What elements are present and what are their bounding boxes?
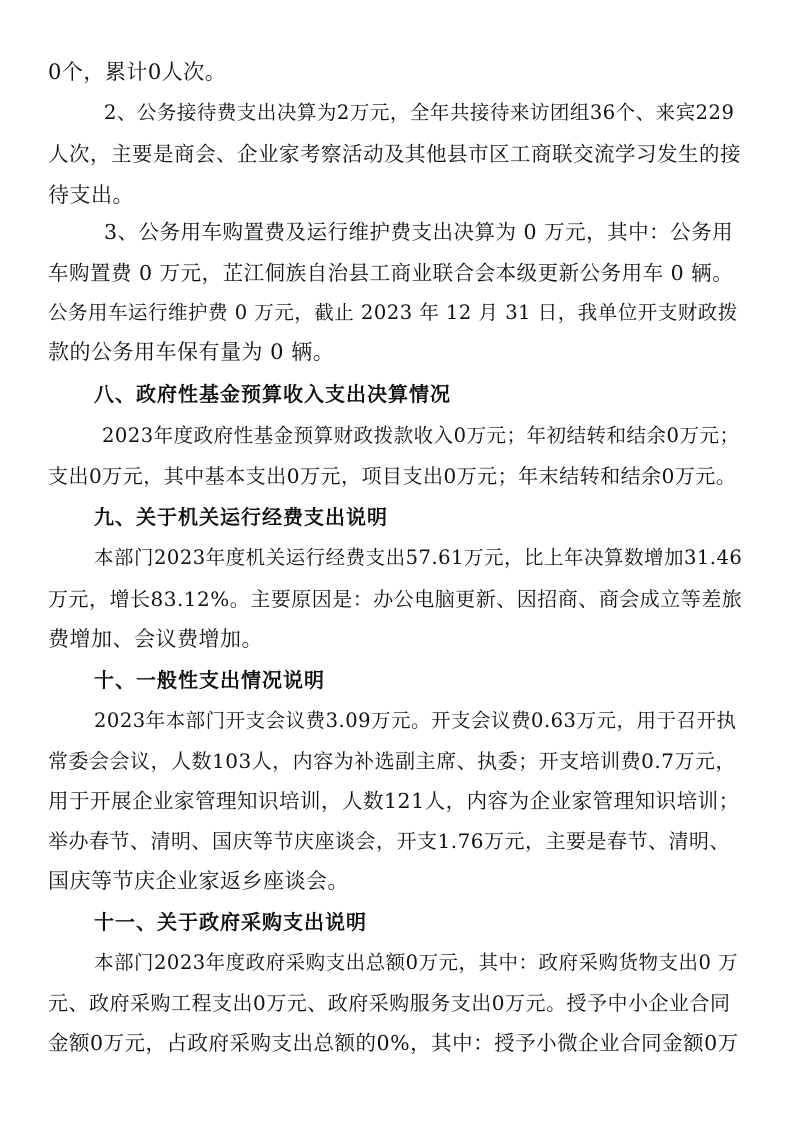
paragraph-line: 国庆等节庆企业家返乡座谈会。 xyxy=(48,869,349,893)
paragraph-line: 3、公务用车购置费及运行维护费支出决算为 0 万元，其中：公务用 xyxy=(104,220,734,244)
paragraph-line: 常委会会议，人数103人，内容为补选副主席、执委；开支培训费0.7万元， xyxy=(48,749,736,773)
paragraph-line: 车购置费 0 万元，芷江侗族自治县工商业联合会本级更新公务用车 0 辆。 xyxy=(48,261,734,285)
paragraph-line: 万元，增长83.12%。主要原因是：办公电脑更新、因招商、商会成立等差旅 xyxy=(48,587,743,611)
section-heading: 十、一般性支出情况说明 xyxy=(94,668,325,692)
paragraph-line: 公务用车运行维护费 0 万元，截止 2023 年 12 月 31 日，我单位开支财政拨 xyxy=(48,301,738,324)
section-heading: 十一、关于政府采购支出说明 xyxy=(94,910,367,934)
paragraph-line: 金额0万元，占政府采购支出总额的0%，其中：授予小微企业合同金额0万 xyxy=(48,1031,739,1055)
section-heading: 九、关于机关运行经费支出说明 xyxy=(94,505,388,529)
paragraph-line: 2023年度政府性基金预算财政拨款收入0万元；年初结转和结余0万元； xyxy=(102,424,740,447)
paragraph-line: 举办春节、清明、国庆等节庆座谈会，开支1.76万元，主要是春节、清明、 xyxy=(48,829,731,853)
paragraph-line: 2、公务接待费支出决算为2万元，全年共接待来访团组36个、来宾229 xyxy=(104,101,735,124)
paragraph-line: 款的公务用车保有量为 0 辆。 xyxy=(48,340,335,364)
paragraph-line: 费增加、会议费增加。 xyxy=(48,627,263,651)
paragraph-line: 用于开展企业家管理知识培训，人数121人，内容为企业家管理知识培训； xyxy=(48,789,740,813)
paragraph-line: 0个，累计0人次。 xyxy=(48,60,227,84)
paragraph-line: 人次，主要是商会、企业家考察活动及其他县市区工商联交流学习发生的接 xyxy=(48,142,741,166)
paragraph-line: 支出0万元，其中基本支出0万元，项目支出0万元；年末结转和结余0万元。 xyxy=(48,464,737,488)
paragraph-line: 2023年本部门开支会议费3.09万元。开支会议费0.63万元，用于召开执 xyxy=(94,709,737,732)
paragraph-line: 待支出。 xyxy=(48,183,134,207)
section-heading: 八、政府性基金预算收入支出决算情况 xyxy=(94,382,451,406)
paragraph-line: 本部门2023年度机关运行经费支出57.61万元，比上年决算数增加31.46 xyxy=(94,546,743,569)
paragraph-line: 元、政府采购工程支出0万元、政府采购服务支出0万元。授予中小企业合同 xyxy=(48,991,731,1015)
paragraph-line: 本部门2023年度政府采购支出总额0万元，其中：政府采购货物支出0 万 xyxy=(94,951,739,974)
